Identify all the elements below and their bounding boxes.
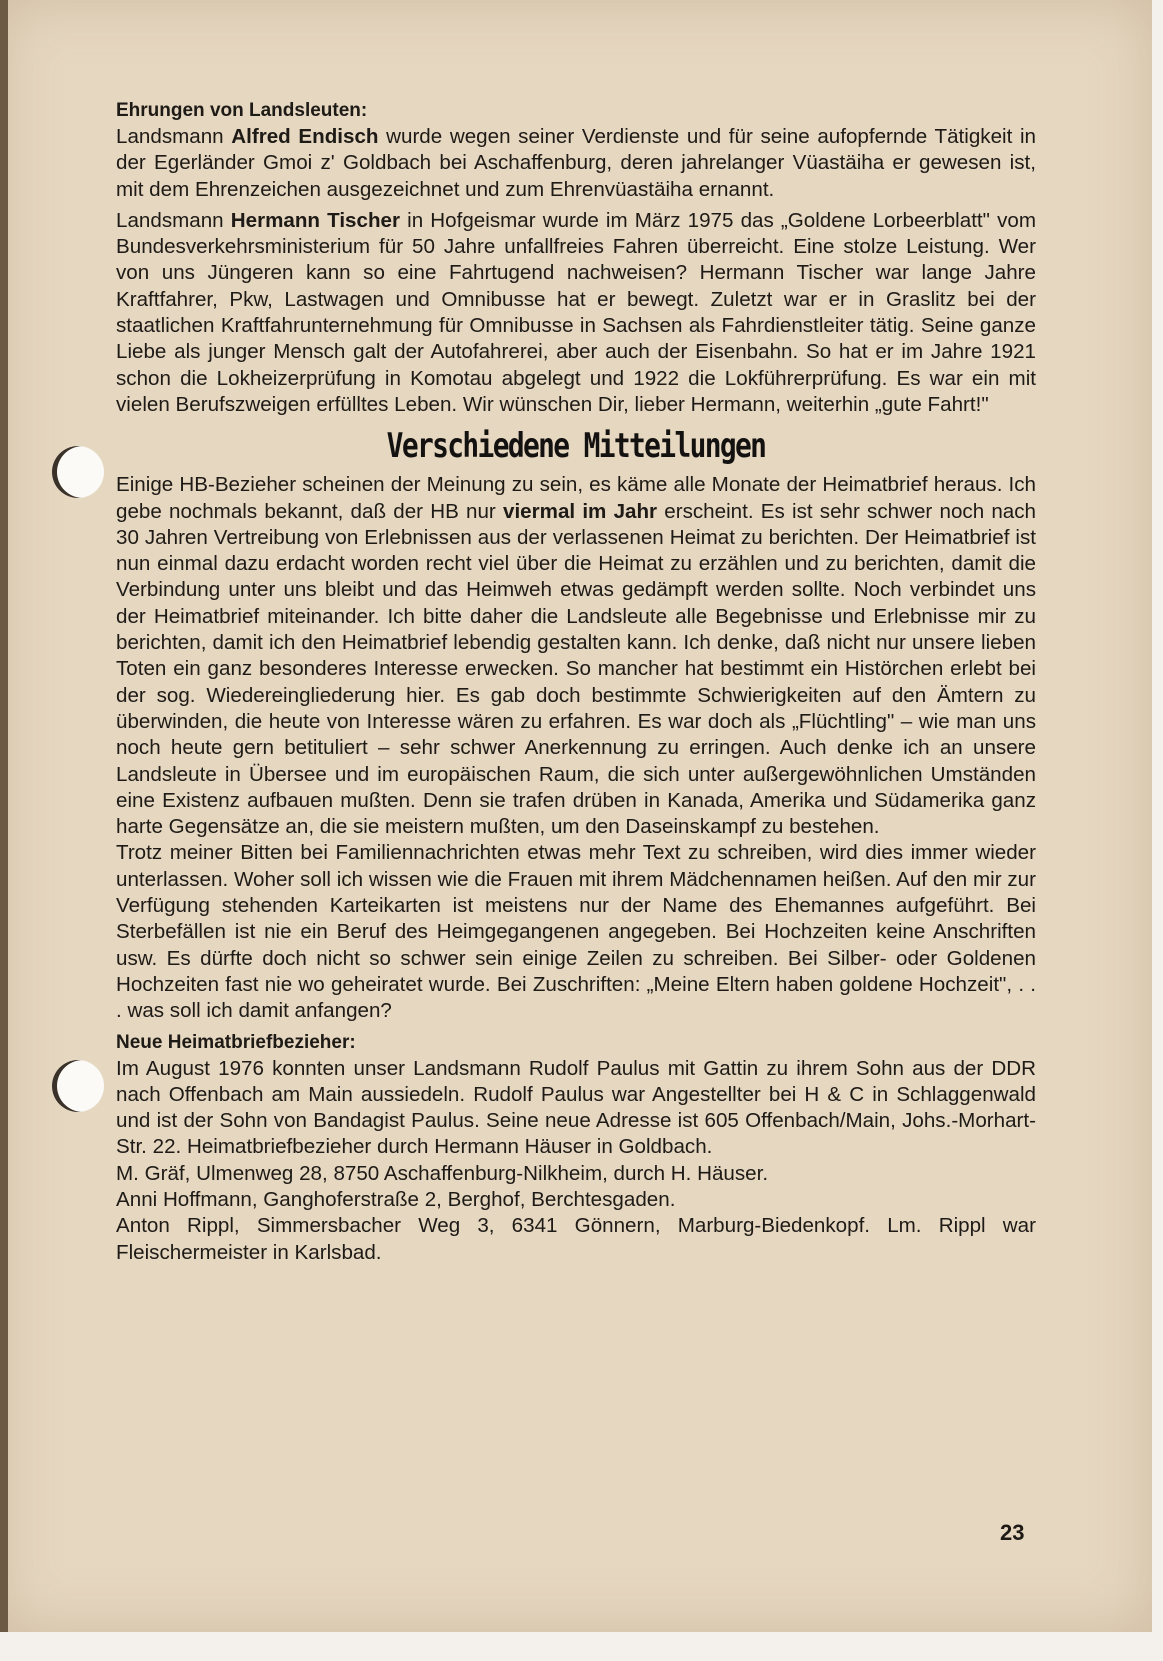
binding-edge <box>0 0 8 1632</box>
punch-hole <box>52 1060 104 1112</box>
paragraph-notice <box>116 472 1036 840</box>
text-run: Landsmann <box>116 208 231 232</box>
text-run: in Hofgeismar wurde im März 1975 das „Goldene Lorbeerblatt" vom Bundesverkehrsministerium für 50 Jahre unfallfreies Fahren überreicht. Eine stolze Leistung. Wer von uns Jüngeren kann so eine Fahrtugend nachweisen? Hermann Tischer war lange Jahre Kraftfahrer, Pkw, Lastwagen und Omnibusse hat er bewegt. Zuletzt war er in Graslitz bei der staatlichen Kraftfahrunternehmung für Omnibusse in Sachsen als Fahrdienstleiter tätig. Seine ganze Liebe als junger Mensch galt der Autofahrerei, aber auch der Eisenbahn. So hat er im Jahre 1921 schon die Lokheizerprüfung in Komotau abgelegt und 1922 die Lokführerprüfung. Es war ein mit vielen Berufszweigen erfülltes Leben. Wir wünschen Dir, lieber Hermann, weiterhin „gute Fahrt!" <box>116 208 1036 416</box>
section-title: Verschiedene Mitteilungen <box>386 426 766 467</box>
person-name: Alfred Endisch <box>231 125 379 148</box>
text-run: Einige HB-Bezieher scheinen der Meinung zu sein, es käme alle Monate der Heimatbrief heraus. Ich gebe nochmals bekannt, daß der HB nur <box>116 473 1036 523</box>
page-number: 23 <box>1000 1520 1025 1545</box>
emphasis: viermal im Jahr <box>503 499 658 523</box>
text-run: Landsmann <box>116 125 232 148</box>
punch-hole <box>52 446 104 498</box>
scan-margin <box>0 1632 1163 1661</box>
paragraph-family-news: Trotz meiner Bitten bei Familiennachrichten etwas mehr Text zu schreiben, wird dies immer wieder unterlassen. Woher soll ich wissen wie die Frauen mit ihrem Mädchennamen heißen. Auf den mir zur Verfügung stehenden Karteikarten ist meistens nur der Name des Ehemannes aufgeführt. Bei Sterbefällen ist nie ein Beruf des Heimgegangenen angegeben. Bei Hochzeiten keine Anschriften usw. Es dürfte doch nicht so schwer sein einige Zeilen zu schreiben. Bei Silber- oder Goldenen Hochzeiten fast nie wo geheiratet wurde. Bei Zuschriften: „Meine Eltern haben goldene Hochzeit", . . . was soll ich damit anfangen? <box>116 841 1036 1023</box>
subscriber-entry: M. Gräf, Ulmenweg 28, 8750 Aschaffenburg-Nilkheim, durch H. Häuser. <box>116 1161 769 1185</box>
text-run: wurde wegen seiner Verdienste und für seine aufopfernde Tätigkeit in der Egerländer Gmoi z' Goldbach bei Aschaffenburg, deren jahrelanger Vüastäiha er gewesen ist, mit dem Ehrenzeichen ausgezeichnet und zum Ehrenvüastäiha ernannt. <box>116 125 1036 201</box>
subscriber-entry: Anton Rippl, Simmersbacher Weg 3, 6341 Gönnern, Marburg-Biedenkopf. Lm. Rippl war Fleischermeister in Karlsbad. <box>116 1214 1036 1264</box>
section-heading-new-subscribers: Neue Heimatbriefbezieher: <box>116 1031 356 1053</box>
text-run: erscheint. Es ist sehr schwer noch nach 30 Jahren Vertreibung von Erlebnissen aus der verlassenen Heimat zu berichten. Der Heimatbrief ist nun einmal dazu erdacht worden recht viel über die Heimat zu erzählen und zu berichten, damit die Verbindung unter uns bleibt und das Heimweh etwas gedämpft werden sollte. Noch verbindet uns der Heimatbrief miteinander. Ich bitte daher die Landsleute alle Begebnisse und Erlebnisse mir zu berichten, damit ich den Heimatbrief lebendig gestalten kann. Ich denke, daß nicht nur unsere lieben Toten ein ganz besonderes Interesse erwecken. So mancher hat bestimmt ein Histörchen erlebt bei der sog. Wiedereingliederung hier. Es gab doch bestimmte Schwierigkeiten auf den Ämtern zu überwinden, die heute von Interesse wären zu erfahren. Es war doch als „Flüchtling" – wie man uns noch heute gern betituliert – sehr schwer Anerkennung zu erringen. Auch denke ich an unsere Landsleute in Übersee und im europäischen Raum, die sich unter außergewöhnlichen Umständen eine Existenz aufbauen mußten. Denn sie trafen drüben in Kanada, Amerika und Südamerika ganz harte Gegensätze an, die sie meistern mußten, um den Daseinskampf zu bestehen. <box>116 499 1037 839</box>
subscriber-entry: Anni Hoffmann, Ganghoferstraße 2, Berghof, Berchtesgaden. <box>116 1187 676 1211</box>
article-body <box>116 98 1036 1266</box>
scan-margin <box>1152 0 1163 1661</box>
paragraph-endisch <box>116 124 1036 203</box>
paragraph-paulus: Im August 1976 konnten unser Landsmann Rudolf Paulus mit Gattin zu ihrem Sohn aus der DDR nach Offenbach am Main aussiedeln. Rudolf Paulus war Angestellter bei H & C in Schlaggenwald und ist der Sohn von Bandagist Paulus. Seine neue Adresse ist 605 Offenbach/Main, Johs.-Morhart-Str. 22. Heimatbriefbezieher durch Hermann Häuser in Goldbach. <box>116 1056 1036 1159</box>
person-name: Hermann Tischer <box>230 208 401 232</box>
section-heading-honors: Ehrungen von Landsleuten: <box>116 100 368 121</box>
paragraph-tischer <box>116 208 1036 418</box>
